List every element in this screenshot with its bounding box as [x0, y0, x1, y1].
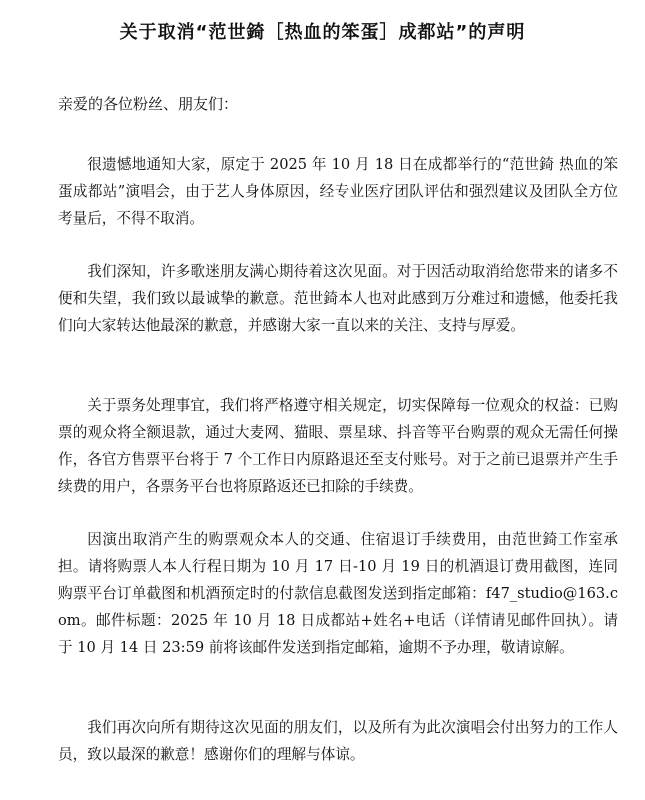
paragraph-cancellation-notice — [58, 151, 618, 233]
paragraph-text: 很遗憾地通知大家，原定于 2025 年 10 月 18 日在成都举行的“范世錡 热血的笨蛋成都站”演唱会，由于艺人身体原因，经专业医疗团队评估和强烈建议及团队全方位考量后，不得不取消。 — [58, 156, 618, 227]
paragraph-apology — [58, 258, 618, 367]
paragraph-text: 我们深知，许多歌迷朋友满心期待着这次见面。对于因活动取消给您带来的诸多不便和失望，我们致以最诚挚的歉意。范世錡本人也对此感到万分难过和遗憾，他委托我们向大家转达他最深的歉意，并感谢大家一直以来的关注、支持与厚爱。 — [58, 263, 618, 334]
document-title: 关于取消“范世錡［热血的笨蛋］成都站”的声明 — [119, 22, 526, 43]
paragraph-text: 因演出取消产生的购票观众本人的交通、住宿退订手续费用，由范世錡工作室承担。请将购票人本人行程日期为 10 月 17 日-10 月 19 日的机酒退订费用截图，连同购票平台订单截图和机酒预定时的付款信息截图发送到指定邮箱：f47_studio@163.com。邮件标题：2025 年 10 月 18 日成都站+姓名+电话（详情请见邮件回执）。请于 10 月 14 日 23:59 前将该邮件发送到指定邮箱，逾期不予办理，敬请谅解。 — [58, 531, 618, 656]
paragraph-travel-compensation — [58, 526, 618, 689]
salutation: 亲爱的各位粉丝、朋友们： — [58, 95, 239, 113]
paragraph-text: 我们再次向所有期待这次见面的朋友们，以及所有为此次演唱会付出努力的工作人员，致以最深的歉意！感谢你们的理解与体谅。 — [58, 719, 618, 763]
paragraph-ticket-refund — [58, 392, 618, 501]
paragraph-closing-thanks — [58, 714, 618, 770]
paragraph-text: 关于票务处理事宜，我们将严格遵守相关规定，切实保障每一位观众的权益：已购票的观众将全额退款，通过大麦网、猫眼、票星球、抖音等平台购票的观众无需任何操作，各官方售票平台将于 7 个工作日内原路退还至支付账号。对于之前已退票并产生手续费的用户，各票务平台也将原路返还已扣除的手续费。 — [58, 397, 618, 495]
